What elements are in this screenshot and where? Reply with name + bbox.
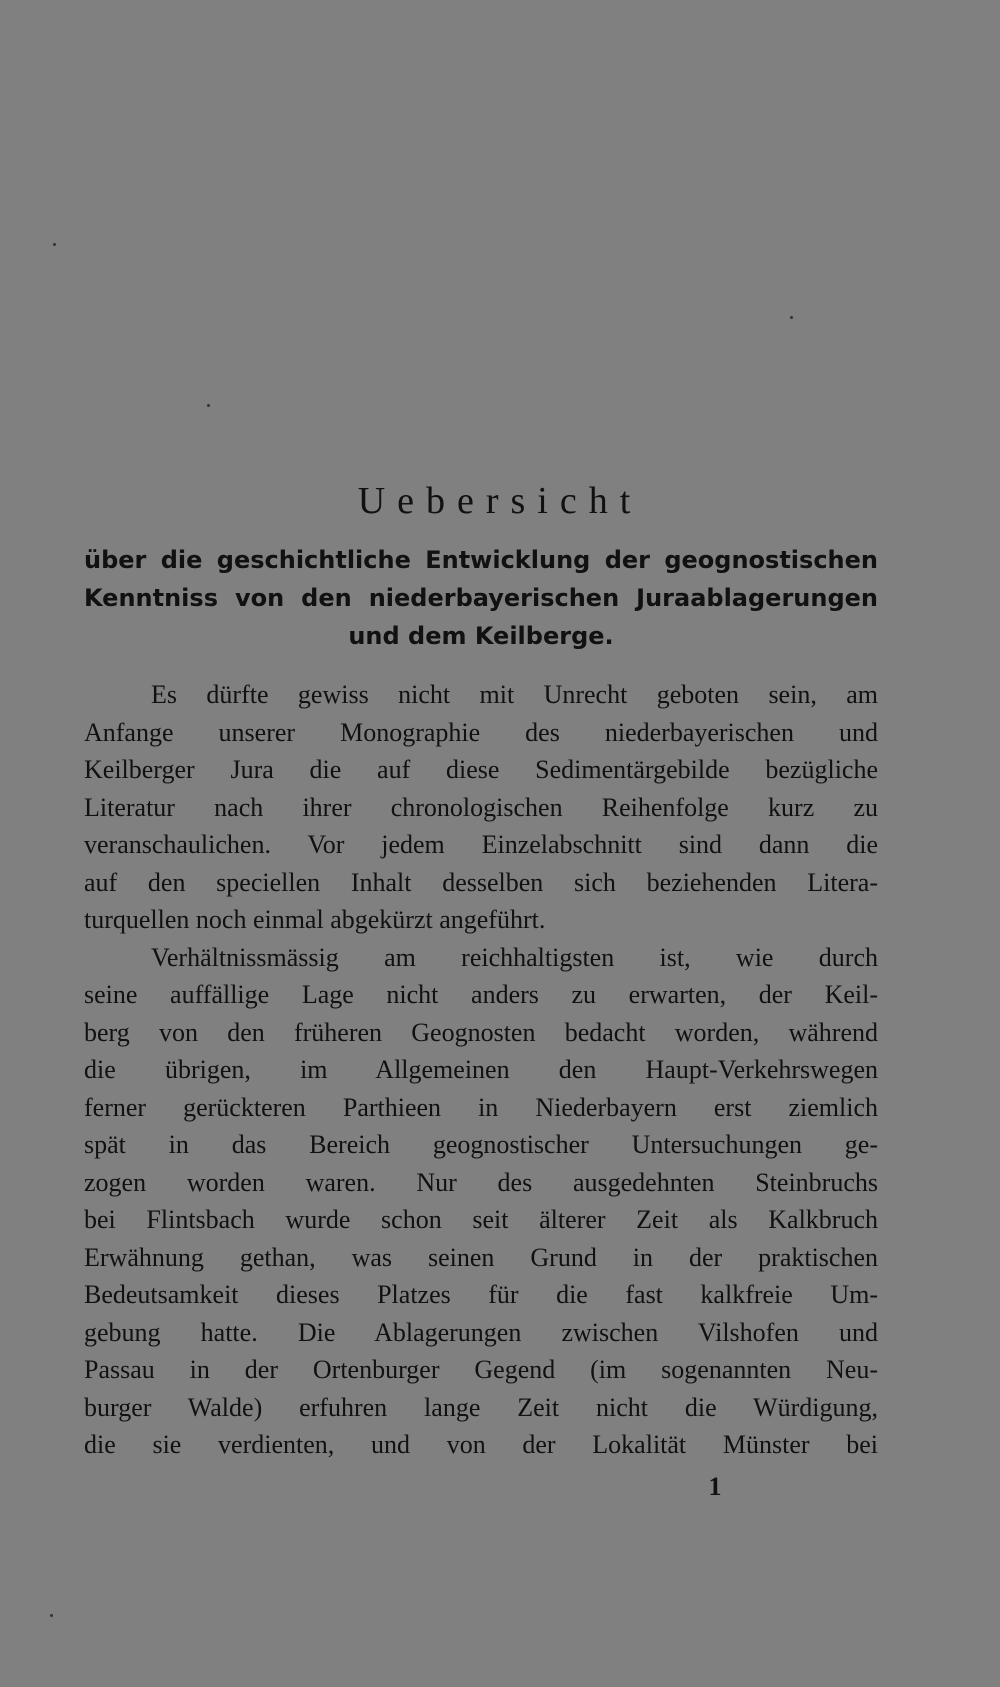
scan-speck: [53, 243, 56, 246]
text-line: zogen worden waren. Nur des ausgedehnten Steinbruchs: [84, 1167, 878, 1197]
text-line: veranschaulichen. Vor jedem Einzelabschnitt sind dann die: [84, 830, 878, 859]
text-line: seine auffällige Lage nicht anders zu erwarten, der Keil-: [84, 980, 878, 1009]
text-line: die sie verdienten, und von der Lokalität Münster bei: [84, 1430, 878, 1459]
page-number: 1: [708, 1472, 722, 1501]
text-line: burger Walde) erfuhren lange Zeit nicht die Würdigung,: [84, 1392, 878, 1422]
text-line: Passau in der Ortenburger Gegend (im sogenannten Neu-: [84, 1355, 878, 1384]
subtitle: [84, 541, 878, 655]
text-line: ferner gerückteren Parthieen in Niederbayern erst ziemlich: [84, 1092, 878, 1122]
text-line: auf den speciellen Inhalt desselben sich beziehenden Litera-: [84, 867, 878, 897]
scan-speck: [50, 1614, 53, 1617]
text-line: Bedeutsamkeit dieses Platzes für die fast kalkfreie Um-: [84, 1280, 878, 1309]
text-line: die übrigen, im Allgemeinen den Haupt-Verkehrswegen: [84, 1055, 878, 1084]
text-line: gebung hatte. Die Ablagerungen zwischen Vilshofen und: [84, 1317, 878, 1347]
subtitle-line: und dem Keilberge.: [348, 622, 614, 650]
text-line: Erwähnung gethan, was seinen Grund in der praktischen: [84, 1242, 878, 1272]
body-text: [84, 676, 878, 1464]
text-line: Verhältnissmässig am reichhaltigsten ist, wie durch: [151, 942, 878, 972]
subtitle-line: Kenntniss von den niederbayerischen Juraablagerungen: [84, 584, 878, 612]
scan-speck: [207, 404, 210, 407]
text-line: turquellen noch einmal abgekürzt angeführt.: [84, 905, 546, 934]
text-line: bei Flintsbach wurde schon seit älterer Zeit als Kalkbruch: [84, 1205, 878, 1234]
text-line: Anfange unserer Monographie des niederbayerischen und: [84, 717, 878, 747]
text-line: Es dürfte gewiss nicht mit Unrecht geboten sein, am: [151, 680, 878, 709]
text-line: spät in das Bereich geognostischer Untersuchungen ge-: [84, 1130, 878, 1159]
text-line: Literatur nach ihrer chronologischen Reihenfolge kurz zu: [84, 792, 878, 822]
text-line: Keilberger Jura die auf diese Sedimentärgebilde bezügliche: [84, 755, 878, 784]
page-title: Uebersicht: [357, 480, 643, 522]
scan-speck: [790, 316, 793, 319]
text-line: berg von den früheren Geognosten bedacht worden, während: [84, 1017, 878, 1047]
subtitle-line: über die geschichtliche Entwicklung der geognostischen: [84, 546, 878, 574]
